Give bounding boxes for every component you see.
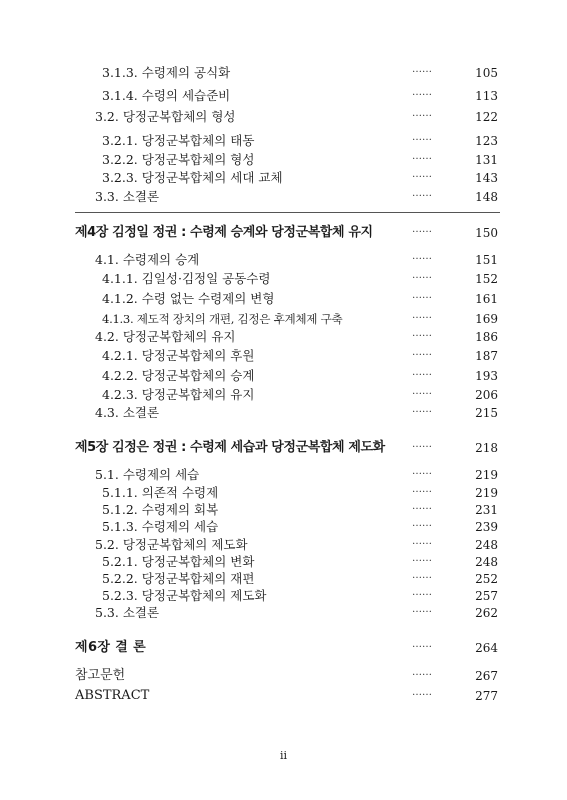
toc-entry (0, 570, 567, 588)
toc-leader-dots: …… (412, 604, 432, 615)
toc-page-number: 122 (475, 110, 498, 124)
toc-entry-title: 참고문헌 (75, 668, 126, 683)
toc-leader-dots: …… (412, 64, 432, 75)
toc-entry (0, 310, 567, 328)
toc-page-number: 252 (475, 572, 498, 586)
toc-page-number: 186 (475, 330, 498, 344)
toc-page-number: 151 (475, 253, 498, 267)
toc-page-number: 264 (475, 641, 498, 655)
toc-leader-dots: …… (412, 310, 432, 321)
toc-page-number: 123 (475, 134, 498, 148)
toc-leader-dots: …… (412, 570, 432, 581)
toc-entry (0, 386, 567, 404)
toc-page-number: 239 (475, 520, 498, 534)
toc-entry-title: 5.1.2. 수령제의 회복 (102, 502, 219, 517)
toc-leader-dots: …… (412, 151, 432, 162)
toc-leader-dots: …… (412, 224, 432, 235)
toc-entry-title: 4.1.3. 제도적 장치의 개편, 김정은 후계체제 구축 (102, 312, 343, 326)
toc-entry (0, 347, 567, 365)
toc-leader-dots: …… (412, 536, 432, 547)
toc-entry-title: 5.1.3. 수령제의 세습 (102, 519, 219, 534)
toc-leader-dots: …… (412, 501, 432, 512)
toc-leader-dots: …… (412, 188, 432, 199)
toc-entry (0, 501, 567, 519)
toc-leader-dots: …… (412, 518, 432, 529)
toc-page-number: 219 (475, 468, 498, 482)
toc-page-number: 277 (475, 689, 498, 703)
toc-entry-title: 3.3. 소결론 (95, 189, 160, 204)
toc-leader-dots: …… (412, 108, 432, 119)
toc-leader-dots: …… (412, 587, 432, 598)
toc-leader-dots: …… (412, 251, 432, 262)
toc-leader-dots: …… (412, 347, 432, 358)
toc-page-number: 218 (475, 441, 498, 455)
toc-entry (0, 64, 567, 82)
toc-page-number: 187 (475, 349, 498, 363)
toc-entry-title: 4.2. 당정군복합체의 유지 (95, 329, 236, 344)
toc-page-number: 113 (475, 89, 498, 103)
toc-page-number: 161 (475, 292, 498, 306)
toc-chapter-entry (0, 439, 567, 457)
toc-page-number: 150 (475, 226, 498, 240)
toc-leader-dots: …… (412, 439, 432, 450)
toc-page-number: 193 (475, 369, 498, 383)
toc-leader-dots: …… (412, 687, 432, 698)
toc-page-number: 248 (475, 538, 498, 552)
toc-page-number: 219 (475, 486, 498, 500)
toc-entry-title: 5.2.2. 당정군복합체의 재편 (102, 571, 255, 586)
toc-leader-dots: …… (412, 667, 432, 678)
toc-chapter-title: 제5장 김정은 정권 : 수령제 세습과 당정군복합체 제도화 (75, 440, 385, 455)
toc-page-number: 169 (475, 312, 498, 326)
toc-entry-title: 4.1.2. 수령 없는 수령제의 변형 (102, 291, 275, 306)
toc-entry (0, 290, 567, 308)
toc-leader-dots: …… (412, 290, 432, 301)
toc-page-number: 267 (475, 669, 498, 683)
toc-entry (0, 404, 567, 422)
toc-entry (0, 270, 567, 288)
toc-entry-title: 4.1.1. 김일성·김정일 공동수령 (102, 271, 271, 286)
toc-chapter-title: 제6장 결 론 (75, 640, 147, 655)
toc-page-number: 231 (475, 503, 498, 517)
toc-entry (0, 367, 567, 385)
toc-page-number: 206 (475, 388, 498, 402)
toc-leader-dots: …… (412, 87, 432, 98)
toc-entry-title: 3.1.3. 수령제의 공식화 (102, 65, 231, 80)
toc-entry-title: ABSTRACT (75, 688, 150, 703)
toc-entry (0, 169, 567, 187)
toc-page-number: 105 (475, 66, 498, 80)
toc-entry (0, 251, 567, 269)
toc-page-number: 148 (475, 190, 498, 204)
toc-entry-title: 5.1. 수령제의 세습 (95, 467, 200, 482)
toc-entry (0, 151, 567, 169)
toc-entry-title: 4.2.1. 당정군복합체의 후원 (102, 348, 255, 363)
toc-entry-title: 4.2.2. 당정군복합체의 승계 (102, 368, 255, 383)
page-number-footer: ii (279, 749, 288, 762)
toc-entry (0, 188, 567, 206)
toc-entry (0, 604, 567, 622)
toc-leader-dots: …… (412, 639, 432, 650)
toc-entry-title: 3.1.4. 수령의 세습준비 (102, 88, 231, 103)
toc-page-number: 248 (475, 555, 498, 569)
toc-entry-title: 5.2.1. 당정군복합체의 변화 (102, 554, 255, 569)
toc-entry-title: 5.3. 소결론 (95, 605, 160, 620)
toc-entry (0, 553, 567, 571)
toc-page-number: 215 (475, 406, 498, 420)
toc-entry (0, 587, 567, 605)
toc-entry-title: 5.1.1. 의존적 수령제 (102, 485, 219, 500)
toc-leader-dots: …… (412, 484, 432, 495)
toc-leader-dots: …… (412, 553, 432, 564)
toc-leader-dots: …… (412, 169, 432, 180)
toc-leader-dots: …… (412, 367, 432, 378)
toc-page-number: 152 (475, 272, 498, 286)
toc-page-number: 257 (475, 589, 498, 603)
toc-entry (0, 518, 567, 536)
toc-entry (0, 132, 567, 150)
toc-chapter-title: 제4장 김정일 정권 : 수령제 승계와 당정군복합체 유지 (75, 225, 373, 240)
toc-entry (0, 466, 567, 484)
toc-entry-title: 3.2. 당정군복합체의 형성 (95, 109, 236, 124)
toc-chapter-entry (0, 224, 567, 242)
toc-leader-dots: …… (412, 466, 432, 477)
toc-entry (0, 108, 567, 126)
toc-entry-title: 3.2.2. 당정군복합체의 형성 (102, 152, 255, 167)
toc-leader-dots: …… (412, 328, 432, 339)
toc-entry-title: 3.2.1. 당정군복합체의 태동 (102, 133, 255, 148)
toc-entry-title: 5.2. 당정군복합체의 제도화 (95, 537, 248, 552)
toc-page-number: 131 (475, 153, 498, 167)
toc-entry-title: 3.2.3. 당정군복합체의 세대 교체 (102, 170, 283, 185)
toc-entry-title: 4.1. 수령제의 승계 (95, 252, 200, 267)
toc-entry-title: 5.2.3. 당정군복합체의 제도화 (102, 588, 267, 603)
toc-entry (0, 87, 567, 105)
toc-entry (0, 328, 567, 346)
toc-leader-dots: …… (412, 404, 432, 415)
toc-page-number: 143 (475, 171, 498, 185)
toc-chapter-entry (0, 639, 567, 657)
section-divider (75, 212, 500, 213)
toc-leader-dots: …… (412, 270, 432, 281)
toc-leader-dots: …… (412, 132, 432, 143)
toc-entry-abstract (0, 687, 567, 705)
toc-leader-dots: …… (412, 386, 432, 397)
toc-entry (0, 484, 567, 502)
toc-page-number: 262 (475, 606, 498, 620)
toc-entry-title: 4.3. 소결론 (95, 405, 160, 420)
toc-entry (0, 536, 567, 554)
toc-entry-title: 4.2.3. 당정군복합체의 유지 (102, 387, 255, 402)
toc-entry-references (0, 667, 567, 685)
